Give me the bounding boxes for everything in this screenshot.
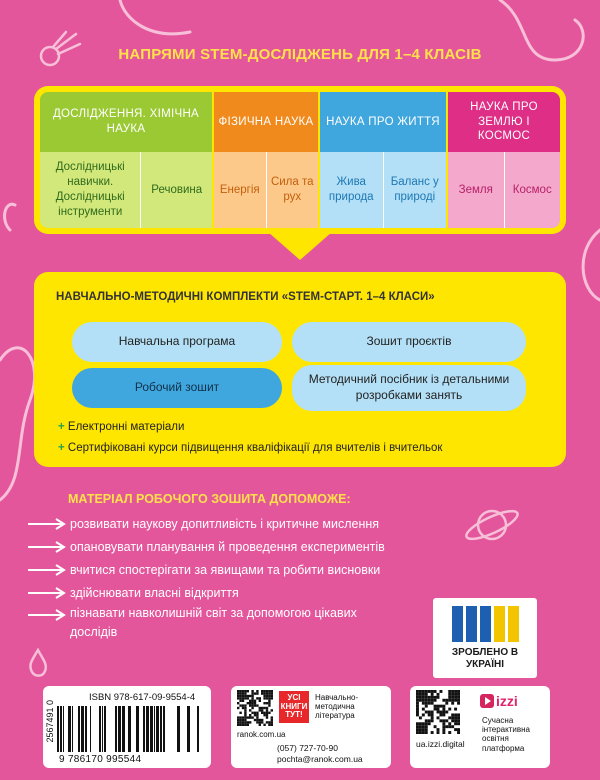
flag-bar <box>508 606 519 642</box>
list-item: опановувати планування й проведення експериментів <box>28 535 428 558</box>
direction-subtopic: Баланс у природі <box>383 152 447 228</box>
direction-column <box>318 92 446 228</box>
arrow-right-icon <box>28 609 66 621</box>
isbn-vertical: 2567491 0 <box>45 700 55 743</box>
material-title: МАТЕРІАЛ РОБОЧОГО ЗОШИТА ДОПОМОЖЕ: <box>68 492 351 506</box>
kits-box <box>34 272 566 467</box>
ranok-phone: (057) 727-70-90 <box>277 743 338 753</box>
barcode-icon <box>57 706 205 754</box>
arrow-down-icon <box>268 232 332 260</box>
drop-icon <box>26 648 50 678</box>
direction-subtopic: Енергія <box>214 152 266 228</box>
izzi-caption: Сучасна інтерактивна освітня платформа <box>482 716 530 753</box>
direction-subtopic: Дослідницькі навички. Дослідницькі інструменти <box>40 152 140 228</box>
ranok-email: pochta@ranok.com.ua <box>277 754 363 764</box>
izzi-site: ua.izzi.digital <box>416 739 465 749</box>
list-item: пізнавати навколишній світ за допомогою цікавих дослідів <box>28 604 428 644</box>
arrow-right-icon <box>28 587 66 599</box>
ranok-box <box>231 686 391 768</box>
direction-column <box>446 92 560 228</box>
ranok-site: ranok.com.ua <box>237 730 286 739</box>
arrow-right-icon <box>28 518 66 530</box>
list-item: вчитися спостерігати за явищами та робити висновки <box>28 558 428 581</box>
flag-bar <box>480 606 491 642</box>
flag-bar <box>466 606 477 642</box>
kits-extra-electronic: + Електронні матеріали <box>58 421 185 433</box>
direction-title: ДОСЛІДЖЕННЯ. ХІМІЧНА НАУКА <box>40 92 212 152</box>
material-list <box>28 512 428 644</box>
kits-extra-courses: + Сертифіковані курси підвищення кваліфікації для вчителів і вчительок <box>58 442 443 454</box>
ukraine-flag-bars-icon <box>452 606 519 642</box>
direction-title: НАУКА ПРО ЗЕМЛЮ І КОСМОС <box>448 92 560 152</box>
kits-title: НАВЧАЛЬНО-МЕТОДИЧНІ КОМПЛЕКТИ «STEM-СТАРТ. 1–4 КЛАСИ» <box>56 291 435 303</box>
made-in-ukraine-badge: ЗРОБЛЕНО В УКРАЇНІ <box>433 598 537 678</box>
qr-code-icon <box>416 690 460 734</box>
kit-projects-notebook: Зошит проєктів <box>292 322 526 362</box>
list-item: здійснювати власні відкриття <box>28 581 428 604</box>
kit-curriculum: Навчальна програма <box>72 322 282 362</box>
izzi-logo: izzi <box>480 692 536 710</box>
direction-subtopic: Земля <box>448 152 504 228</box>
kit-workbook: Робочий зошит <box>72 368 282 408</box>
planet-icon <box>462 495 522 555</box>
direction-title: ФІЗИЧНА НАУКА <box>214 92 318 152</box>
directions-table <box>34 86 566 234</box>
direction-column <box>212 92 318 228</box>
flag-bar <box>494 606 505 642</box>
flag-bar <box>452 606 463 642</box>
list-item: розвивати наукову допитливість і критичне мислення <box>28 512 428 535</box>
barcode-box <box>43 686 211 768</box>
direction-column <box>40 92 212 228</box>
direction-subtopic: Космос <box>504 152 561 228</box>
qr-code-icon <box>237 690 273 726</box>
ean-digits: 9 786170 995544 <box>59 754 142 765</box>
direction-subtopic: Сила та рух <box>266 152 319 228</box>
play-icon <box>480 694 494 708</box>
arrow-right-icon <box>28 541 66 553</box>
ranok-caption: Навчально-методична література <box>315 693 359 721</box>
direction-subtopic: Жива природа <box>320 152 383 228</box>
usi-knyhy-badge: УСІ КНИГИ ТУТ! <box>279 691 309 723</box>
kit-methodical-guide: Методичний посібник із детальними розробками занять <box>292 365 526 411</box>
isbn-label: ISBN 978-617-09-9554-4 <box>89 692 196 703</box>
direction-title: НАУКА ПРО ЖИТТЯ <box>320 92 446 152</box>
direction-subtopic: Речовина <box>140 152 212 228</box>
izzi-box <box>410 686 550 768</box>
page-title: НАПРЯМИ STEM-ДОСЛІДЖЕНЬ ДЛЯ 1–4 КЛАСІВ <box>118 46 482 63</box>
arrow-right-icon <box>28 564 66 576</box>
directions-grid <box>40 92 560 228</box>
